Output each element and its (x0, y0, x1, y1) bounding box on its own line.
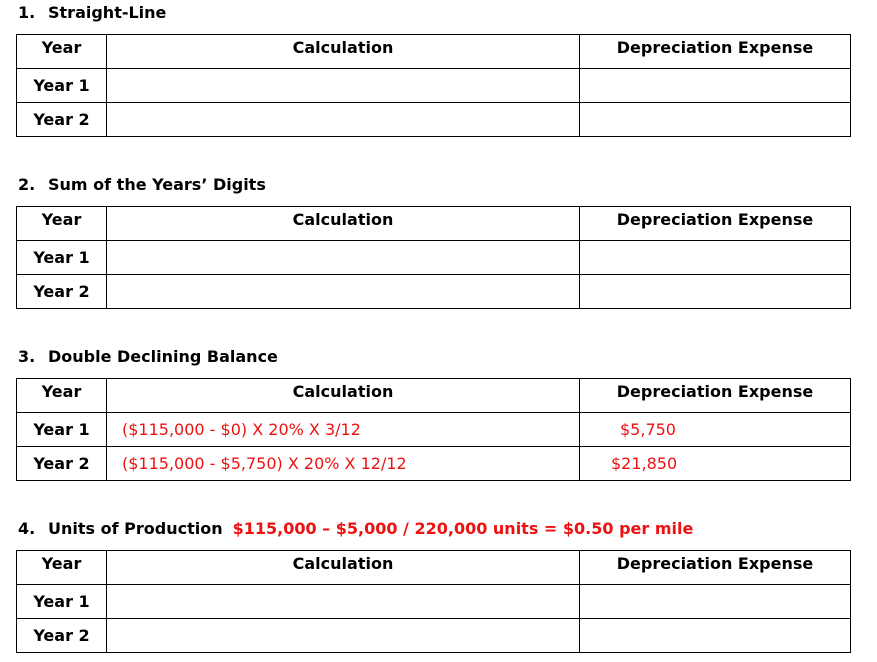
table-row (17, 413, 851, 447)
section-4-heading (18, 519, 693, 539)
calculation-column-header: Calculation (107, 35, 580, 69)
year-column-header: Year (17, 379, 107, 413)
year-cell: Year 1 (17, 241, 107, 275)
year-column-header: Year (17, 35, 107, 69)
section-4-title: Units of Production (48, 519, 223, 538)
section-1-title: Straight-Line (48, 3, 167, 22)
table-row (17, 275, 851, 309)
section-2-title: Sum of the Years’ Digits (48, 175, 266, 194)
year-column-header: Year (17, 207, 107, 241)
calculation-cell[interactable] (107, 69, 580, 103)
table-row (17, 447, 851, 481)
calculation-cell[interactable]: ($115,000 - $5,750) X 20% X 12/12 (107, 447, 580, 481)
calculation-cell[interactable] (107, 619, 580, 653)
section-3-title: Double Declining Balance (48, 347, 278, 366)
section-2-table (16, 206, 851, 309)
section-3-heading (18, 347, 278, 367)
calculation-column-header: Calculation (107, 379, 580, 413)
calculation-column-header: Calculation (107, 551, 580, 585)
section-3-table (16, 378, 851, 481)
year-cell: Year 2 (17, 275, 107, 309)
table-row (17, 241, 851, 275)
table-header-row (17, 379, 851, 413)
calculation-cell[interactable] (107, 275, 580, 309)
calculation-cell[interactable] (107, 241, 580, 275)
calculation-column-header: Calculation (107, 207, 580, 241)
expense-cell[interactable] (580, 241, 851, 275)
expense-cell[interactable]: $21,850 (580, 447, 851, 481)
year-cell: Year 1 (17, 413, 107, 447)
section-1-table (16, 34, 851, 137)
expense-cell[interactable] (580, 103, 851, 137)
table-row (17, 69, 851, 103)
year-cell: Year 2 (17, 103, 107, 137)
year-cell: Year 1 (17, 585, 107, 619)
expense-cell[interactable] (580, 275, 851, 309)
calculation-cell[interactable] (107, 103, 580, 137)
section-4-formula: $115,000 – $5,000 / 220,000 units = $0.50 per mile (232, 519, 694, 538)
expense-cell[interactable] (580, 585, 851, 619)
year-column-header: Year (17, 551, 107, 585)
section-1-heading (18, 3, 166, 23)
expense-cell[interactable]: $5,750 (580, 413, 851, 447)
expense-column-header: Depreciation Expense (580, 551, 851, 585)
section-1-number: 1. (18, 3, 36, 22)
section-3-number: 3. (18, 347, 36, 366)
table-row (17, 619, 851, 653)
table-header-row (17, 551, 851, 585)
table-header-row (17, 35, 851, 69)
table-row (17, 103, 851, 137)
section-4-table (16, 550, 851, 653)
expense-column-header: Depreciation Expense (580, 207, 851, 241)
year-cell: Year 2 (17, 447, 107, 481)
year-cell: Year 1 (17, 69, 107, 103)
table-row (17, 585, 851, 619)
expense-cell[interactable] (580, 69, 851, 103)
section-2-heading (18, 175, 266, 195)
expense-column-header: Depreciation Expense (580, 35, 851, 69)
section-4-number: 4. (18, 519, 36, 538)
table-header-row (17, 207, 851, 241)
expense-column-header: Depreciation Expense (580, 379, 851, 413)
section-2-number: 2. (18, 175, 36, 194)
calculation-cell[interactable] (107, 585, 580, 619)
expense-cell[interactable] (580, 619, 851, 653)
calculation-cell[interactable]: ($115,000 - $0) X 20% X 3/12 (107, 413, 580, 447)
year-cell: Year 2 (17, 619, 107, 653)
